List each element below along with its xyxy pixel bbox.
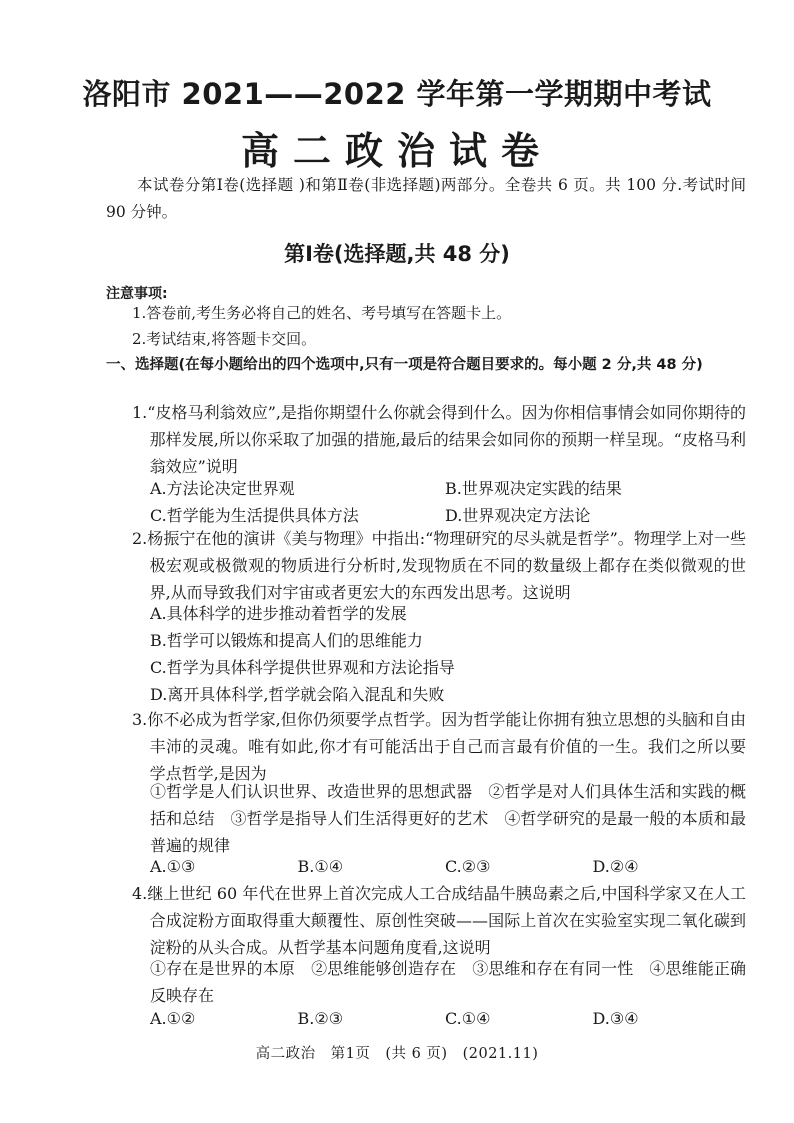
question-4-statements: ①存在是世界的本原 ②思维能够创造存在 ③思维和存在有同一性 ④思维能正确反映存在 <box>150 959 746 1005</box>
option-b: B.①④ <box>297 857 344 876</box>
question-stem: 3.你不必成为哲学家,但你仍须要学点哲学。因为哲学能让你拥有独立思想的头脑和自由丰沛的灵魂。唯有如此,你才有可能活出于自己而言最有价值的一生。我们之所以要学点哲学,是因为 <box>132 710 746 783</box>
option-d: D.③④ <box>592 1009 639 1028</box>
question-3-statements: ①哲学是人们认识世界、改造世界的思想武器 ②哲学是对人们具体生活和实践的概括和总结 ③哲学是指导人们生活得更好的艺术 ④哲学研究的是最一般的本质和最普遍的规律 <box>150 782 746 855</box>
question-3-options <box>150 853 740 880</box>
question-stem: 4.继上世纪 60 年代在世界上首次完成人工合成结晶牛胰岛素之后,中国科学家又在人工合成淀粉方面取得重大颠覆性、原创性突破——国际上首次在实验室实现二氧化碳到淀粉的从头合成。从哲学基本问题角度看,这说明 <box>132 884 746 957</box>
notice-item: 2.考试结束,将答题卡交回。 <box>132 330 317 348</box>
option-c: C.哲学为具体科学提供世界观和方法论指导 <box>150 658 455 677</box>
option-a: A.具体科学的进步推动着哲学的发展 <box>150 604 407 623</box>
question-3 <box>132 706 746 787</box>
option-b: B.世界观决定实践的结果 <box>445 479 622 498</box>
question-1-options <box>150 475 740 529</box>
notice-heading: 注意事项: <box>106 286 168 302</box>
question-stem: 1.“皮格马利翁效应”,是指你期望什么你就会得到什么。因为你相信事情会如同你期待的那样发展,所以你采取了加强的措施,最后的结果会如同你的预期一样呈现。“皮格马利翁效应”说明 <box>132 403 746 476</box>
option-a: A.①② <box>150 1009 196 1028</box>
option-c: C.②③ <box>445 857 491 876</box>
question-2-options <box>150 600 455 708</box>
exam-subtitle: 高二政治试卷 <box>240 128 553 173</box>
page-footer: 高二政治 第1页 (共 6 页) (2021.11) <box>255 1046 539 1062</box>
exam-intro: 本试卷分第Ⅰ卷(选择题 )和第Ⅱ卷(非选择题)两部分。全卷共 6 页。共 100 分.考试时间 90 分钟。 <box>106 176 746 221</box>
question-1 <box>132 399 746 480</box>
option-b: B.②③ <box>297 1009 344 1028</box>
question-4-options <box>150 1005 740 1032</box>
part-heading: 一、选择题(在每小题给出的四个选项中,只有一项是符合题目要求的。每小题 2 分,共 48 分) <box>106 357 703 373</box>
notice-item: 1.答卷前,考生务必将自己的姓名、考号填写在答题卡上。 <box>132 304 512 322</box>
option-d: D.世界观决定方法论 <box>445 506 591 525</box>
section-title: 第Ⅰ卷(选择题,共 48 分) <box>284 242 510 266</box>
question-4 <box>132 880 746 961</box>
option-d: D.离开具体科学,哲学就会陷入混乱和失败 <box>150 685 445 704</box>
option-d: D.②④ <box>592 857 639 876</box>
option-a: A.①③ <box>150 857 196 876</box>
question-2 <box>132 525 746 606</box>
question-stem: 2.杨振宁在他的演讲《美与物理》中指出:“物理研究的尽头就是哲学”。物理学上对一些极宏观或极微观的物质进行分析时,发现物质在不同的数量级上都存在类似微观的世界,从而导致我们对宇宙或者更宏大的东西发出思考。这说明 <box>132 529 746 602</box>
exam-title: 洛阳市 2021——2022 学年第一学期期中考试 <box>82 77 712 111</box>
option-c: C.哲学能为生活提供具体方法 <box>150 506 359 525</box>
option-a: A.方法论决定世界观 <box>150 479 295 498</box>
option-c: C.①④ <box>445 1009 491 1028</box>
option-b: B.哲学可以锻炼和提高人们的思维能力 <box>150 631 423 650</box>
